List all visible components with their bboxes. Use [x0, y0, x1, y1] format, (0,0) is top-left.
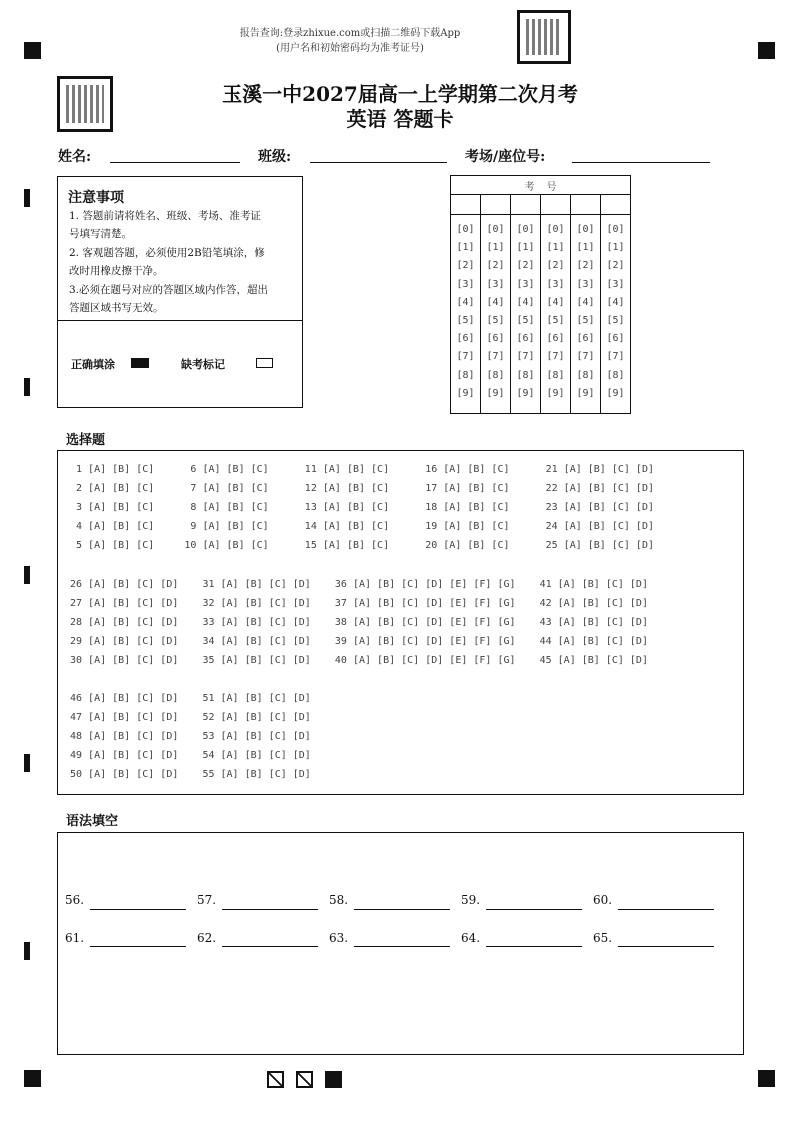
notes-line: 改时用橡皮擦干净。	[69, 265, 164, 277]
name-label: 姓名:	[58, 149, 92, 165]
exam-digit-bubble[interactable]: [3]	[486, 278, 505, 290]
choice-row[interactable]: 29 [A] [B] [C] [D] 34 [A] [B] [C] [D] 39 [A] [B] [C] [D] [E] [F] [G] 44 [A] [B] [C] [D]	[70, 636, 648, 647]
corner-mark-top-right	[758, 42, 775, 59]
qr-code-app	[517, 10, 571, 64]
answer-blank[interactable]	[222, 908, 318, 910]
login-hint-text: (用户名和初始密码均为准考证号)	[276, 43, 424, 54]
exam-number-column[interactable]	[571, 215, 601, 414]
choice-row[interactable]: 30 [A] [B] [C] [D] 35 [A] [B] [C] [D] 40 [A] [B] [C] [D] [E] [F] [G] 45 [A] [B] [C] [D]	[70, 655, 648, 666]
answer-blank[interactable]	[90, 945, 186, 947]
answer-blank[interactable]	[486, 908, 582, 910]
corner-mark-bottom-left	[24, 1070, 41, 1087]
notes-line: 1. 答题前请将姓名、班级、考场、准考证	[69, 210, 261, 222]
answer-blank[interactable]	[354, 945, 450, 947]
exam-digit-bubble[interactable]: [9]	[576, 387, 595, 399]
exam-digit-bubble[interactable]: [6]	[576, 333, 595, 345]
exam-digit-bubble[interactable]: [8]	[486, 369, 505, 381]
exam-digit-bubble[interactable]: [0]	[516, 224, 535, 235]
notes-line: 3.必须在题号对应的答题区域内作答，超出	[69, 284, 269, 296]
exam-digit-bubble[interactable]: [3]	[576, 278, 595, 290]
exam-number-write-cell[interactable]	[451, 195, 481, 215]
exam-digit-bubble[interactable]: [0]	[576, 224, 595, 235]
exam-number-column[interactable]	[451, 215, 481, 414]
exam-number-write-cell[interactable]	[481, 195, 511, 215]
exam-digit-bubble[interactable]: [2]	[486, 260, 505, 272]
exam-number-column[interactable]	[601, 215, 631, 414]
blank-number: 58.	[329, 893, 349, 907]
exam-digit-bubble[interactable]: [1]	[486, 242, 505, 254]
exam-digit-bubble[interactable]: [4]	[516, 296, 535, 308]
exam-digit-bubble[interactable]: [2]	[516, 260, 535, 272]
exam-digit-bubble[interactable]: [5]	[606, 315, 625, 327]
exam-digit-bubble[interactable]: [5]	[546, 315, 565, 327]
exam-digit-bubble[interactable]: [5]	[576, 315, 595, 327]
answer-blank[interactable]	[618, 908, 714, 910]
notes-divider	[57, 320, 303, 321]
choice-block-3	[70, 689, 311, 784]
exam-digit-bubble[interactable]: [9]	[546, 387, 565, 399]
class-label: 班级:	[258, 149, 292, 165]
grammar-section-title: 语法填空	[66, 814, 119, 829]
choice-block-1	[70, 460, 654, 555]
exam-digit-bubble[interactable]: [1]	[516, 242, 535, 254]
blank-number: 60.	[593, 893, 613, 907]
exam-digit-bubble[interactable]: [0]	[546, 224, 565, 235]
exam-digit-bubble[interactable]: [7]	[546, 351, 565, 363]
exam-digit-bubble[interactable]: [4]	[486, 296, 505, 308]
exam-digit-bubble[interactable]: [0]	[606, 224, 625, 235]
correct-fill-label: 正确填涂	[71, 358, 115, 371]
exam-digit-bubble[interactable]: [1]	[606, 242, 625, 254]
exam-digit-bubble[interactable]: [3]	[546, 278, 565, 290]
exam-digit-bubble[interactable]: [3]	[606, 278, 625, 290]
timing-mark	[24, 189, 30, 207]
exam-digit-bubble[interactable]: [6]	[456, 333, 475, 345]
page-cross-mark	[267, 1071, 284, 1088]
answer-blank[interactable]	[354, 908, 450, 910]
exam-digit-bubble[interactable]: [8]	[606, 369, 625, 381]
exam-digit-bubble[interactable]: [2]	[546, 260, 565, 272]
page-solid-mark	[325, 1071, 342, 1088]
exam-digit-bubble[interactable]: [0]	[486, 224, 505, 235]
exam-digit-bubble[interactable]: [6]	[486, 333, 505, 345]
exam-digit-bubble[interactable]: [2]	[576, 260, 595, 272]
choice-row[interactable]: 1 [A] [B] [C] 6 [A] [B] [C] 11 [A] [B] [C] 16 [A] [B] [C] 21 [A] [B] [C] [D]	[70, 464, 654, 475]
choice-row[interactable]: 26 [A] [B] [C] [D] 31 [A] [B] [C] [D] 36 [A] [B] [C] [D] [E] [F] [G] 41 [A] [B] [C] [D]	[70, 579, 648, 590]
blank-number: 64.	[461, 931, 481, 945]
blank-number: 59.	[461, 893, 481, 907]
notes-line: 号填写清楚。	[69, 228, 132, 240]
exam-digit-bubble[interactable]: [1]	[546, 242, 565, 254]
choice-row[interactable]: 5 [A] [B] [C] 10 [A] [B] [C] 15 [A] [B] [C] 20 [A] [B] [C] 25 [A] [B] [C] [D]	[70, 540, 654, 551]
choice-row[interactable]: 27 [A] [B] [C] [D] 32 [A] [B] [C] [D] 37 [A] [B] [C] [D] [E] [F] [G] 42 [A] [B] [C] [D]	[70, 598, 648, 609]
exam-title: 玉溪一中2027届高一上学期第二次月考	[222, 82, 578, 106]
exam-number-write-cell[interactable]	[541, 195, 571, 215]
exam-digit-bubble[interactable]: [8]	[576, 369, 595, 381]
exam-digit-bubble[interactable]: [4]	[546, 296, 565, 308]
notes-line: 答题区域书写无效。	[69, 302, 164, 314]
exam-digit-bubble[interactable]: [1]	[576, 242, 595, 254]
grammar-answer-box	[57, 832, 744, 1055]
answer-blank[interactable]	[486, 945, 582, 947]
exam-number-header: 考 号	[451, 176, 631, 195]
sheet-title: 英语 答题卡	[346, 107, 454, 131]
answer-blank[interactable]	[618, 945, 714, 947]
exam-digit-bubble[interactable]: [7]	[456, 351, 475, 363]
seat-field[interactable]	[572, 161, 710, 163]
exam-digit-bubble[interactable]: [0]	[456, 224, 475, 235]
timing-mark	[24, 942, 30, 960]
absent-mark-label: 缺考标记	[181, 358, 225, 371]
correct-fill-sample	[131, 358, 149, 368]
exam-number-column[interactable]	[511, 215, 541, 414]
seat-label: 考场/座位号:	[465, 149, 546, 165]
answer-blank[interactable]	[90, 908, 186, 910]
exam-number-write-cell[interactable]	[601, 195, 631, 215]
report-query-text: 报告查询:登录zhixue.com或扫描二维码下载App	[239, 28, 461, 39]
choice-row[interactable]: 49 [A] [B] [C] [D] 54 [A] [B] [C] [D]	[70, 750, 311, 761]
blank-number: 61.	[65, 931, 85, 945]
exam-digit-bubble[interactable]: [9]	[516, 387, 535, 399]
corner-mark-top-left	[24, 42, 41, 59]
exam-digit-bubble[interactable]: [7]	[486, 351, 505, 363]
exam-digit-bubble[interactable]: [5]	[516, 315, 535, 327]
answer-blank[interactable]	[222, 945, 318, 947]
choice-row[interactable]: 47 [A] [B] [C] [D] 52 [A] [B] [C] [D]	[70, 712, 311, 723]
exam-digit-bubble[interactable]: [6]	[546, 333, 565, 345]
exam-digit-bubble[interactable]: [6]	[516, 333, 535, 345]
blank-number: 56.	[65, 893, 85, 907]
exam-digit-bubble[interactable]: [4]	[606, 296, 625, 308]
exam-digit-bubble[interactable]: [8]	[456, 369, 475, 381]
name-field[interactable]	[110, 161, 240, 163]
exam-digit-bubble[interactable]: [7]	[576, 351, 595, 363]
exam-digit-bubble[interactable]: [2]	[606, 260, 625, 272]
exam-digit-bubble[interactable]: [3]	[456, 278, 475, 290]
choice-row[interactable]: 46 [A] [B] [C] [D] 51 [A] [B] [C] [D]	[70, 693, 311, 704]
choice-row[interactable]: 3 [A] [B] [C] 8 [A] [B] [C] 13 [A] [B] [C] 18 [A] [B] [C] 23 [A] [B] [C] [D]	[70, 502, 654, 513]
notes-line: 2. 客观题答题，必须使用2B铅笔填涂，修	[69, 247, 265, 259]
timing-mark	[24, 566, 30, 584]
blank-number: 65.	[593, 931, 613, 945]
exam-digit-bubble[interactable]: [2]	[456, 260, 475, 272]
blank-number: 63.	[329, 931, 349, 945]
choice-block-2	[70, 575, 648, 670]
exam-digit-bubble[interactable]: [8]	[516, 369, 535, 381]
class-field[interactable]	[310, 161, 447, 163]
exam-digit-bubble[interactable]: [9]	[456, 387, 475, 399]
exam-digit-bubble[interactable]: [1]	[456, 242, 475, 254]
exam-digit-bubble[interactable]: [4]	[576, 296, 595, 308]
timing-mark	[24, 754, 30, 772]
exam-digit-bubble[interactable]: [8]	[546, 369, 565, 381]
qr-code-student	[57, 76, 113, 132]
exam-digit-bubble[interactable]: [7]	[606, 351, 625, 363]
exam-digit-bubble[interactable]: [5]	[456, 315, 475, 327]
choice-row[interactable]: 50 [A] [B] [C] [D] 55 [A] [B] [C] [D]	[70, 769, 311, 780]
exam-number-column[interactable]	[541, 215, 571, 414]
exam-digit-bubble[interactable]: [6]	[606, 333, 625, 345]
page-cross-mark	[296, 1071, 313, 1088]
notes-title: 注意事项	[68, 190, 124, 206]
choice-row[interactable]: 28 [A] [B] [C] [D] 33 [A] [B] [C] [D] 38 [A] [B] [C] [D] [E] [F] [G] 43 [A] [B] [C] [D]	[70, 617, 648, 628]
choice-row[interactable]: 2 [A] [B] [C] 7 [A] [B] [C] 12 [A] [B] [C] 17 [A] [B] [C] 22 [A] [B] [C] [D]	[70, 483, 654, 494]
exam-digit-bubble[interactable]: [3]	[516, 278, 535, 290]
exam-digit-bubble[interactable]: [9]	[486, 387, 505, 399]
exam-number-write-cell[interactable]	[511, 195, 541, 215]
corner-mark-bottom-right	[758, 1070, 775, 1087]
exam-number-column[interactable]	[481, 215, 511, 414]
blank-number: 57.	[197, 893, 217, 907]
absent-mark-box[interactable]	[256, 358, 273, 368]
timing-mark	[24, 378, 30, 396]
exam-digit-bubble[interactable]: [4]	[456, 296, 475, 308]
exam-digit-bubble[interactable]: [7]	[516, 351, 535, 363]
choice-row[interactable]: 48 [A] [B] [C] [D] 53 [A] [B] [C] [D]	[70, 731, 311, 742]
blank-number: 62.	[197, 931, 217, 945]
choice-section-title: 选择题	[66, 433, 106, 448]
exam-digit-bubble[interactable]: [5]	[486, 315, 505, 327]
exam-number-write-cell[interactable]	[571, 195, 601, 215]
choice-row[interactable]: 4 [A] [B] [C] 9 [A] [B] [C] 14 [A] [B] [C] 19 [A] [B] [C] 24 [A] [B] [C] [D]	[70, 521, 654, 532]
exam-number-grid	[450, 175, 631, 414]
exam-digit-bubble[interactable]: [9]	[606, 387, 625, 399]
